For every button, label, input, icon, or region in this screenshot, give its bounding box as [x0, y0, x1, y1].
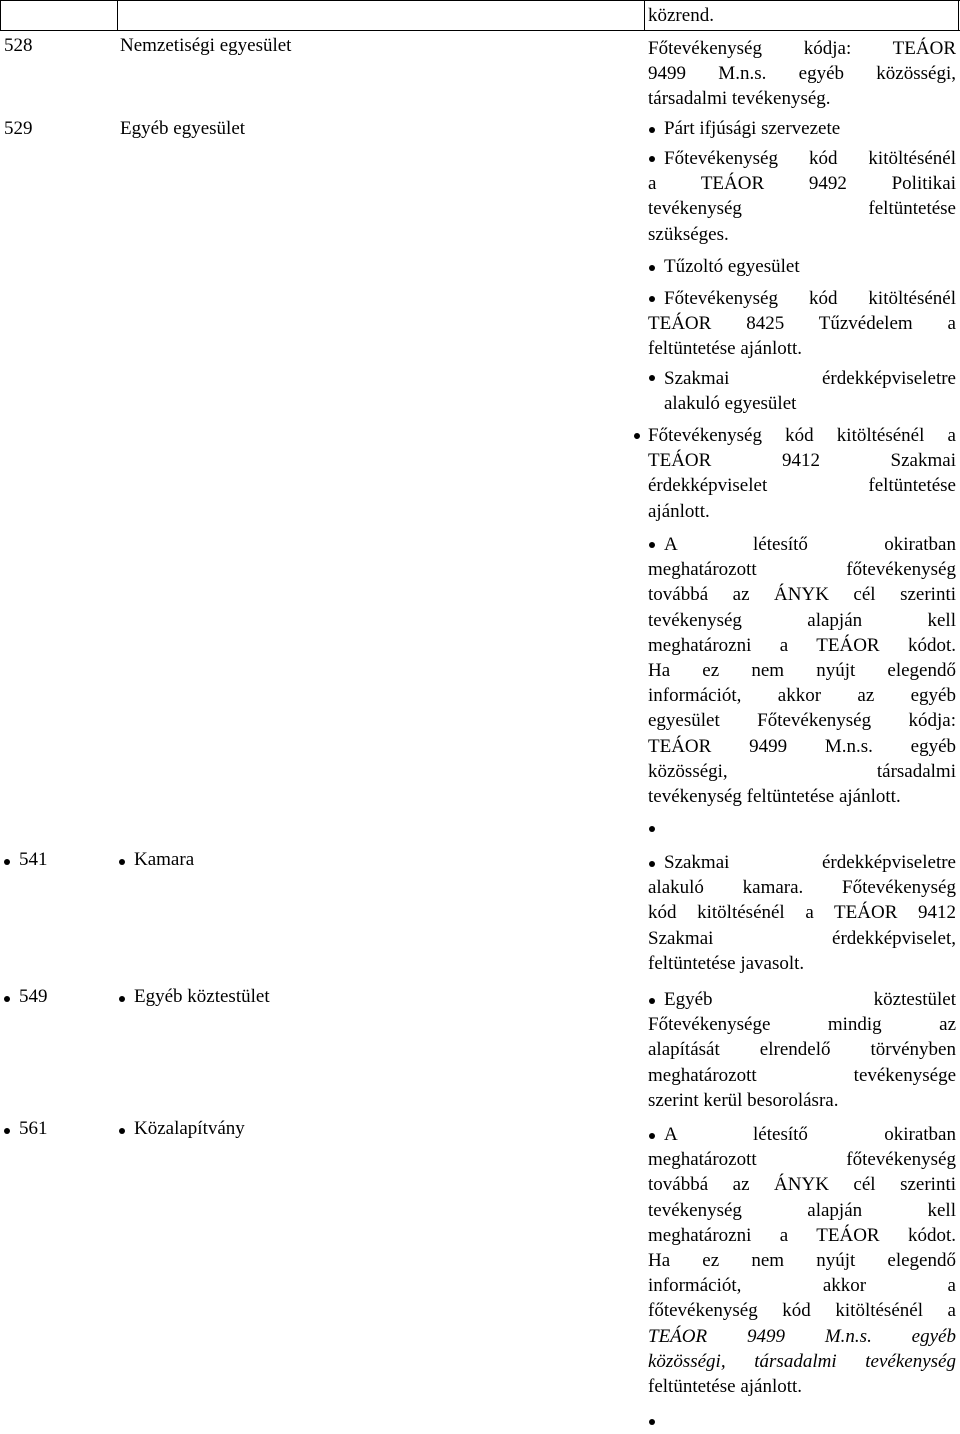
note-529-item-5: Szakmai érdekképviseletre alakuló egyesület	[664, 368, 956, 415]
row-code-549: 549	[19, 986, 48, 1007]
row-note-549: Egyéb köztestület Főtevékenysége mindig az alapítását elrendelő törvényben meghatározott tevékenysége szerint kerül besorolásra.	[648, 989, 956, 1111]
row-name-528: Nemzetiségi egyesület	[120, 35, 292, 56]
bullet-icon	[4, 1128, 10, 1134]
bullet-icon	[649, 1419, 655, 1425]
row-name-561: Közalapítvány	[134, 1118, 245, 1139]
row-note-561: A létesítő okiratban meghatározott főtevékenység továbbá az ÁNYK cél szerinti tevékenység alapján kell meghatározni a TEÁOR kódot. Ha ez nem nyújt elegendő információt, akkor a főtevékenység kód kitöltésénél a TEÁOR 9499 M.n.s. egyéb közösségi, társadalmi tevékenység feltüntetése ajánlott.	[648, 1124, 956, 1397]
table-top-border	[0, 0, 960, 1]
row-code-528: 528	[4, 35, 33, 56]
bullet-icon	[649, 826, 655, 832]
row-code-529: 529	[4, 118, 33, 139]
previous-cell-text: közrend.	[648, 5, 714, 26]
row-note-541: Szakmai érdekképviseletre alakuló kamara. Főtevékenység kód kitöltésénél a TEÁOR 9412 Szakmai érdekképviselet, feltüntetése javasolt.	[648, 852, 956, 974]
row-name-541: Kamara	[134, 849, 195, 870]
note-529-item-4: Főtevékenység kód kitöltésénél TEÁOR 8425 Tűzvédelem a feltüntetése ajánlott.	[648, 288, 956, 360]
note-529-item-1: Párt ifjúsági szervezete	[664, 118, 841, 139]
bullet-icon	[649, 127, 655, 133]
row-name-549: Egyéb köztestület	[134, 986, 270, 1007]
note-529-item-6: Főtevékenység kód kitöltésénél a TEÁOR 9412 Szakmai érdekképviselet feltüntetése ajánlott.	[648, 425, 956, 522]
bullet-icon	[634, 433, 640, 439]
bullet-icon	[119, 859, 125, 865]
bullet-icon	[649, 375, 655, 381]
row-note-528: Főtevékenység kódja: TEÁOR 9499 M.n.s. egyéb közösségi, társadalmi tevékenység.	[648, 38, 956, 110]
note-529-item-2: Főtevékenység kód kitöltésénél a TEÁOR 9492 Politikai tevékenység feltüntetése szükséges.	[648, 148, 956, 245]
row-code-561: 561	[19, 1118, 48, 1139]
bullet-icon	[4, 996, 10, 1002]
note-529-item-3: Tűzoltó egyesület	[664, 256, 800, 277]
column-divider-code	[117, 0, 118, 30]
row-divider-528	[0, 30, 960, 31]
row-code-541: 541	[19, 849, 48, 870]
bullet-icon	[119, 996, 125, 1002]
row-name-529: Egyéb egyesület	[120, 118, 246, 139]
note-529-item-7: A létesítő okiratban meghatározott főtevékenység továbbá az ÁNYK cél szerinti tevékenység alapján kell meghatározni a TEÁOR kódot. Ha ez nem nyújt elegendő információt, akkor az egyéb egyesület Főtevékenység kódja: TEÁOR 9499 M.n.s. egyéb közösségi, társadalmi tevékenység feltüntetése ajánlott.	[648, 534, 956, 807]
bullet-icon	[119, 1128, 125, 1134]
table-right-border	[958, 0, 959, 30]
table-left-border	[0, 0, 1, 30]
bullet-icon	[4, 859, 10, 865]
bullet-icon	[649, 265, 655, 271]
column-divider-note	[644, 0, 645, 30]
